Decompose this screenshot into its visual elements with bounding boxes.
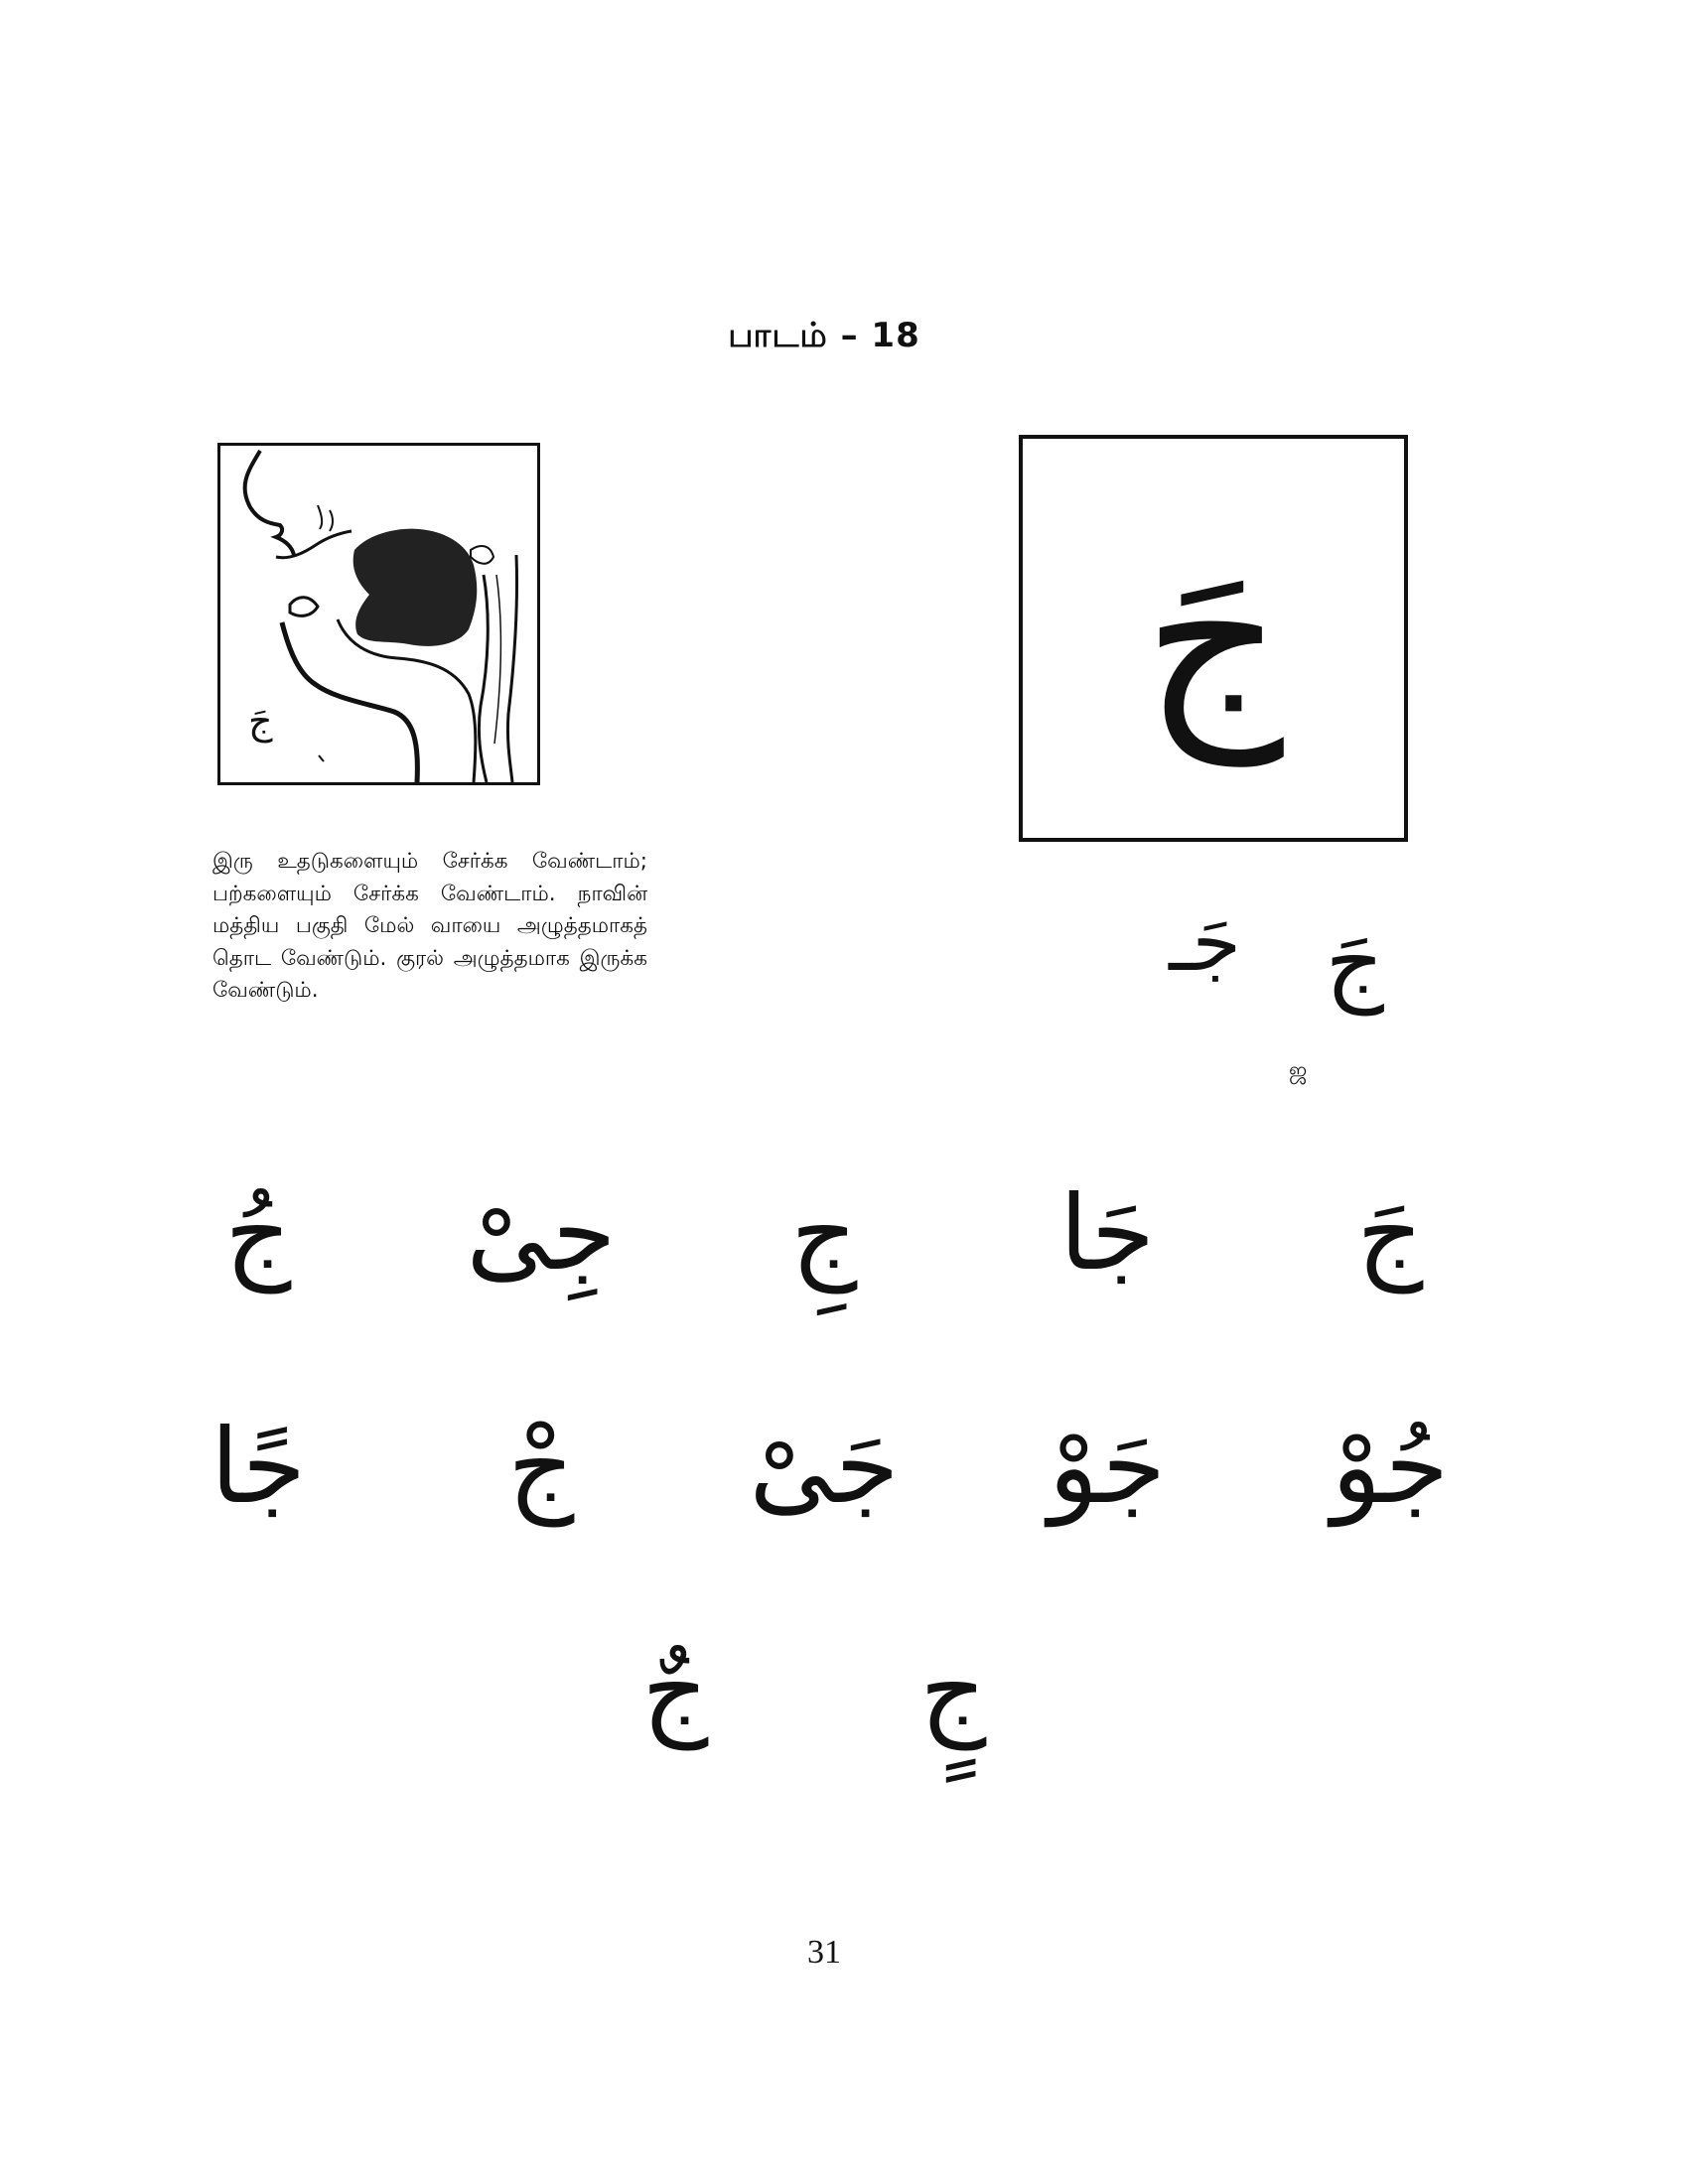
practice-row-3: [596, 1628, 1033, 1752]
practice-letter: جٍ: [919, 1629, 987, 1750]
practice-letter: جَوْ: [1048, 1406, 1166, 1527]
mouth-diagram: [217, 443, 540, 785]
practice-letter: جْ: [507, 1406, 575, 1527]
practice-letter: جٌ: [641, 1629, 709, 1750]
practice-row-2: [179, 1405, 1470, 1529]
practice-letter: جِىْ: [466, 1172, 617, 1294]
practice-letter: جُوْ: [1331, 1406, 1449, 1527]
lesson-title: பாடம் – 18: [728, 316, 920, 355]
page-number: 31: [807, 1934, 841, 1971]
pronunciation-description: இரு உதடுகளையும் சேர்க்க வேண்டாம்; பற்களையும் சேர்க்க வேண்டாம். நாவின் மத்திய பகுதி மேல் வாயை அழுத்தமாகத் தொட வேண்டும். குரல் அழுத்தமாக இருக்க வேண்டும்.: [212, 849, 647, 1003]
practice-letter: جَا: [1059, 1172, 1155, 1294]
letter-form-initial: جَـ: [1169, 896, 1241, 989]
practice-letter: جًا: [211, 1406, 306, 1527]
figure-letter-label: جَ: [248, 699, 273, 743]
practice-row-1: [179, 1171, 1470, 1296]
practice-letter: جَ: [1356, 1172, 1424, 1294]
tamil-sound-label: ஜ: [1289, 1058, 1308, 1083]
main-letter: جَ: [1142, 511, 1284, 765]
practice-letter: جُ: [224, 1172, 292, 1294]
practice-letter: جِ: [790, 1172, 858, 1294]
practice-letter: جَىْ: [749, 1406, 900, 1527]
main-letter-box: [1019, 435, 1408, 842]
letter-form-isolated: جَ: [1325, 909, 1384, 1016]
letter-forms: [1112, 896, 1390, 1072]
